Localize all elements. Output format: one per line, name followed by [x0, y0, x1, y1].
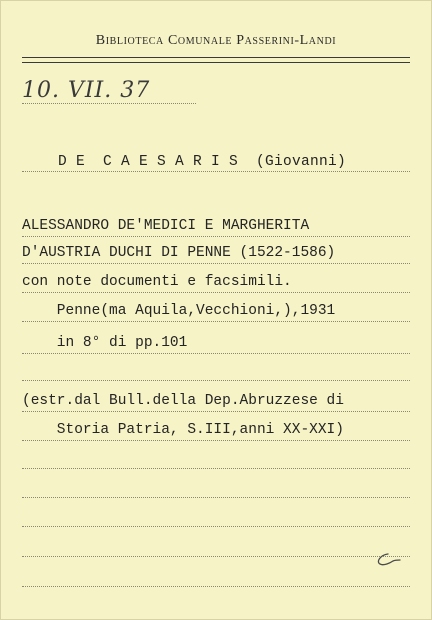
title-line-2: D'AUSTRIA DUCHI DI PENNE (1522-1586): [22, 245, 336, 261]
pencil-mark-icon: [374, 551, 402, 567]
dotted-rule: [22, 292, 410, 293]
dotted-rule: [22, 236, 410, 237]
header-rule-top: [22, 57, 410, 58]
dotted-rule: [22, 321, 410, 322]
dotted-rule: [22, 103, 196, 104]
note-line-1: (estr.dal Bull.della Dep.Abruzzese di: [22, 393, 344, 409]
dotted-rule: [22, 440, 410, 441]
dotted-rule: [22, 556, 410, 557]
imprint-line: Penne(ma Aquila,Vecchioni,),1931: [22, 303, 336, 319]
title-line-3: con note documenti e facsimili.: [22, 274, 292, 290]
shelfmark: 10. VII. 37: [22, 78, 151, 103]
collation-line: in 8° di pp.101: [22, 335, 188, 351]
dotted-rule: [22, 526, 410, 527]
dotted-rule: [22, 171, 410, 172]
dotted-rule: [22, 586, 410, 587]
dotted-rule: [22, 380, 410, 381]
note-line-2: Storia Patria, S.III,anni XX-XXI): [22, 422, 344, 438]
dotted-rule: [22, 263, 410, 264]
title-line-1: ALESSANDRO DE'MEDICI E MARGHERITA: [22, 218, 310, 234]
dotted-rule: [22, 353, 410, 354]
header-rule-bottom: [22, 62, 410, 63]
library-header: Biblioteca Comunale Passerini-Landi: [95, 33, 337, 48]
dotted-rule: [22, 497, 410, 498]
author-line: D E C A E S A R I S (Giovanni): [22, 154, 347, 170]
dotted-rule: [22, 468, 410, 469]
dotted-rule: [22, 411, 410, 412]
